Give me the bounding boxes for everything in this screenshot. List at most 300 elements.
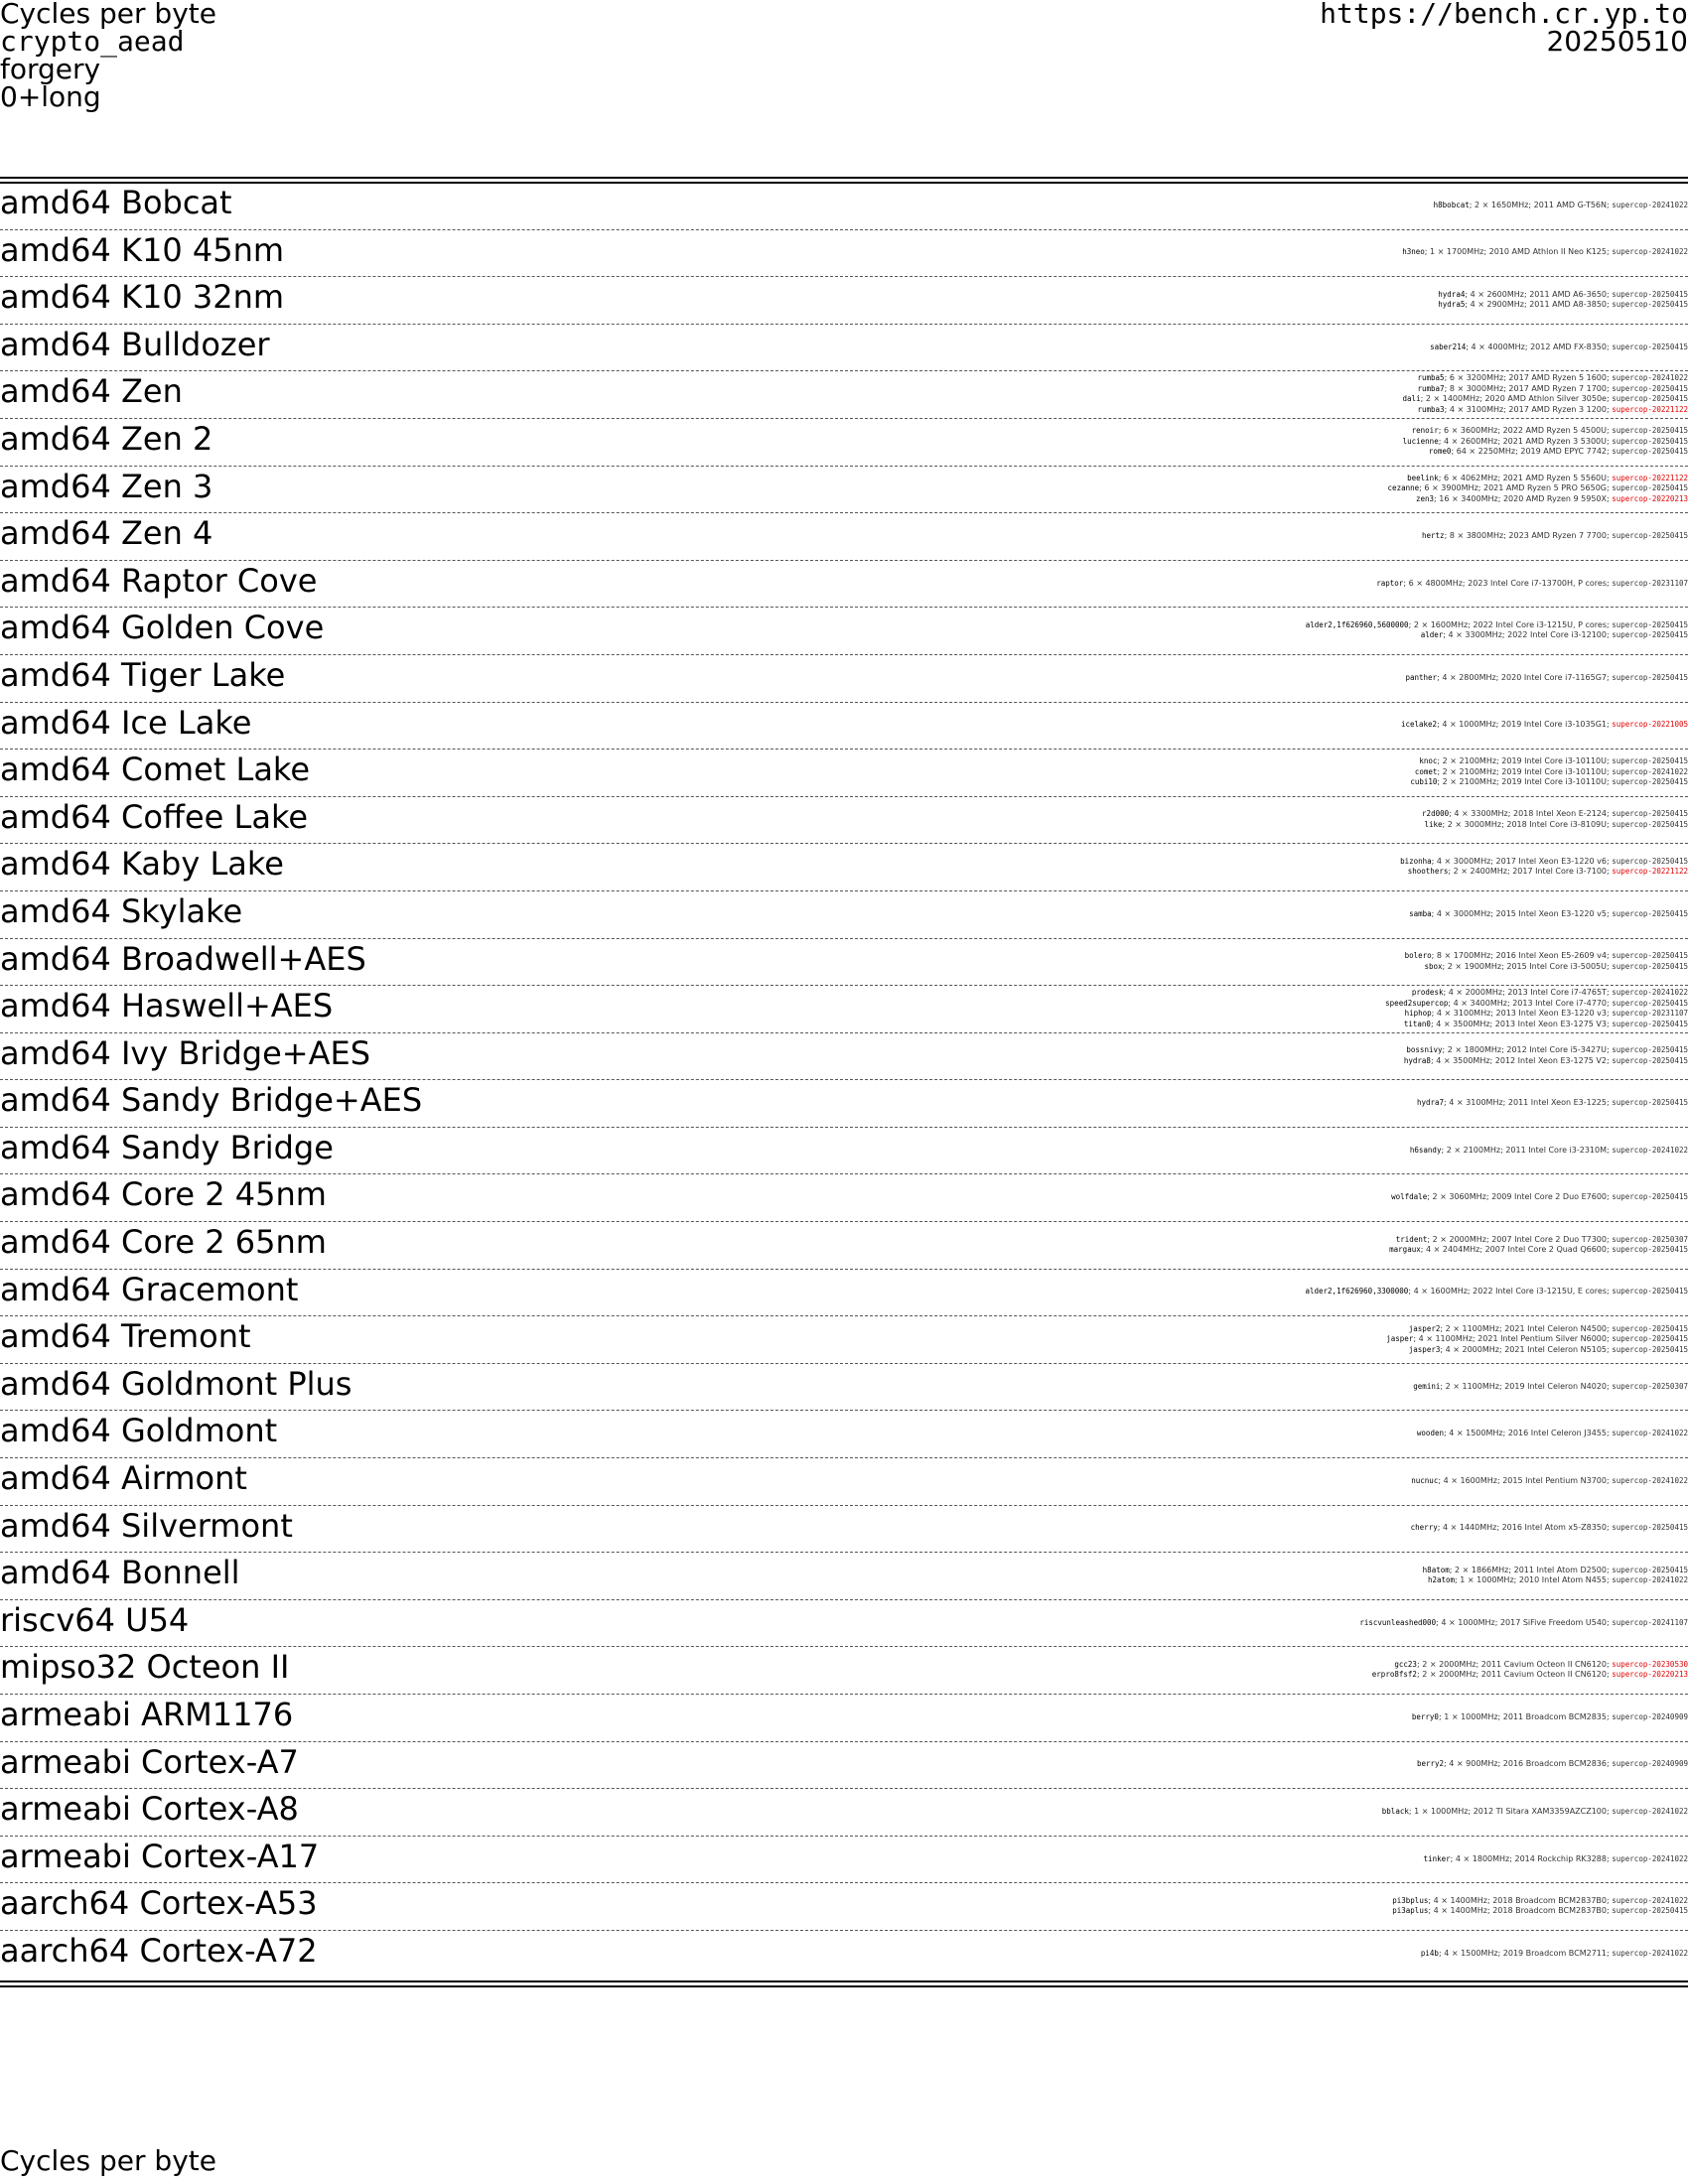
machine-list <box>1388 467 1688 512</box>
chart-title: Cycles per byte <box>0 0 216 30</box>
row-label: amd64 Zen 2 <box>0 419 213 458</box>
supercop-version: supercop-20241022 <box>1612 1853 1688 1863</box>
supercop-version: supercop-20250415 <box>1612 998 1688 1008</box>
machine-name: h6sandy <box>1409 1145 1442 1155</box>
separator: ; <box>1431 856 1437 866</box>
machine-entry <box>1417 1759 1688 1770</box>
supercop-version: supercop-20250415 <box>1612 756 1688 766</box>
chart-operation: forgery <box>0 53 101 85</box>
machine-name: panther <box>1405 672 1438 682</box>
separator: ; <box>1424 247 1431 257</box>
machine-entry <box>1388 483 1688 494</box>
table-row <box>0 183 1688 230</box>
machine-name: nucnuc <box>1411 1475 1439 1485</box>
machine-name: hydra5 <box>1438 300 1466 310</box>
machine-list <box>1417 1742 1688 1788</box>
machine-name: cherry <box>1410 1523 1438 1533</box>
machine-spec: 2 × 1100MHz; 2019 Intel Celeron N4020; <box>1445 1381 1610 1391</box>
separator: ; <box>1442 819 1448 829</box>
table-row <box>0 1695 1688 1742</box>
supercop-version: supercop-20250415 <box>1612 819 1688 829</box>
machine-name: rumba5 <box>1417 373 1445 383</box>
table-row <box>0 1837 1688 1884</box>
supercop-version: supercop-20250415 <box>1612 809 1688 819</box>
supercop-version: supercop-20250415 <box>1612 908 1688 918</box>
table-row <box>0 1033 1688 1081</box>
benchmark-table <box>0 183 1688 1979</box>
supercop-version: supercop-20250415 <box>1612 483 1688 493</box>
separator: ; <box>1449 1565 1456 1574</box>
row-label: amd64 Raptor Cove <box>0 561 318 600</box>
row-label: amd64 Tiger Lake <box>0 655 286 694</box>
machine-list <box>1400 844 1688 889</box>
machine-name: alder2,1f626960,3300000 <box>1305 1287 1409 1297</box>
table-row <box>0 1364 1688 1412</box>
machine-spec: 2 × 2100MHz; 2019 Intel Core i3-10110U; <box>1442 756 1610 766</box>
source-url: https://bench.cr.yp.to <box>1320 0 1688 30</box>
separator: ; <box>1430 1055 1437 1065</box>
machine-entry <box>1409 1324 1688 1335</box>
supercop-version: supercop-20250415 <box>1612 1565 1688 1574</box>
supercop-version: supercop-20250415 <box>1612 436 1688 446</box>
machine-spec: 4 × 1400MHz; 2018 Broadcom BCM2837B0; <box>1433 1895 1610 1905</box>
supercop-version: supercop-20250415 <box>1612 1045 1688 1055</box>
machine-spec: 16 × 3400MHz; 2020 AMD Ryzen 9 5950X; <box>1439 493 1610 503</box>
supercop-version: supercop-20221122 <box>1612 473 1688 482</box>
separator: ; <box>1465 300 1471 310</box>
table-row <box>0 325 1688 372</box>
machine-name: h8bobcat <box>1433 200 1470 209</box>
table-row <box>0 655 1688 703</box>
machine-spec: 6 × 4062MHz; 2021 AMD Ryzen 5 5560U; <box>1443 473 1610 482</box>
machine-name: like <box>1424 819 1443 829</box>
machine-list <box>1410 750 1688 795</box>
separator: ; <box>1438 1948 1445 1958</box>
machine-entry <box>1422 531 1688 542</box>
machine-name: pi3bplus <box>1392 1895 1429 1905</box>
separator: ; <box>1436 1617 1442 1627</box>
machine-name: jasper3 <box>1408 1344 1441 1354</box>
separator: ; <box>1440 1381 1446 1391</box>
supercop-version: supercop-20240909 <box>1612 1759 1688 1769</box>
machine-entry <box>1412 1712 1688 1723</box>
machine-list <box>1405 939 1688 985</box>
machine-spec: 4 × 2600MHz; 2011 AMD A6-3650; <box>1470 289 1610 299</box>
machine-entry <box>1411 1476 1688 1487</box>
row-label: amd64 Coffee Lake <box>0 797 309 836</box>
machine-spec: 4 × 3500MHz; 2012 Intel Xeon E3-1275 V2; <box>1436 1055 1610 1065</box>
machine-spec: 2 × 1600MHz; 2022 Intel Core i3-1215U, P cores; <box>1413 619 1610 629</box>
machine-list <box>1403 419 1688 465</box>
machine-entry <box>1382 1807 1688 1818</box>
row-label: aarch64 Cortex-A72 <box>0 1931 318 1970</box>
machine-entry <box>1372 1670 1688 1681</box>
machine-list <box>1410 1128 1688 1173</box>
report-date: 20250510 <box>1546 25 1688 58</box>
machine-list <box>1376 561 1688 607</box>
machine-spec: 4 × 900MHz; 2016 Broadcom BCM2836; <box>1449 1759 1610 1769</box>
machine-spec: 4 × 2800MHz; 2020 Intel Core i7-1165G7; <box>1442 672 1610 682</box>
supercop-version: supercop-20250415 <box>1612 961 1688 971</box>
machine-name: saber214 <box>1430 341 1467 351</box>
separator: ; <box>1441 1145 1447 1155</box>
supercop-version: supercop-20250415 <box>1612 426 1688 436</box>
machine-list <box>1409 891 1688 937</box>
header-left <box>0 0 216 111</box>
machine-list <box>1392 1883 1688 1929</box>
separator: ; <box>1442 1045 1448 1055</box>
row-label: amd64 Zen 3 <box>0 467 213 505</box>
machine-name: wolfdale <box>1391 1192 1428 1202</box>
row-label: amd64 Bonnell <box>0 1554 240 1592</box>
row-label: amd64 Zen <box>0 372 183 411</box>
machine-spec: 4 × 3100MHz; 2017 AMD Ryzen 3 1200; <box>1449 404 1610 414</box>
supercop-version: supercop-20250415 <box>1612 630 1688 640</box>
row-label: amd64 Ivy Bridge+AES <box>0 1033 371 1072</box>
machine-name: bizonha <box>1400 856 1432 866</box>
machine-name: hydra7 <box>1416 1098 1445 1108</box>
machine-spec: 4 × 1600MHz; 2022 Intel Core i3-1215U, E cores; <box>1413 1287 1610 1297</box>
row-label: armeabi Cortex-A7 <box>0 1742 299 1781</box>
machine-entry <box>1412 426 1688 437</box>
machine-entry <box>1429 447 1688 458</box>
machine-spec: 4 × 3300MHz; 2018 Intel Xeon E-2124; <box>1454 809 1610 819</box>
machine-entry <box>1415 767 1688 778</box>
machine-name: trident <box>1395 1234 1428 1244</box>
machine-entry <box>1376 579 1688 590</box>
machine-entry <box>1424 1854 1688 1865</box>
separator: ; <box>1408 1287 1414 1297</box>
machine-name: bolero <box>1404 951 1432 960</box>
machine-entry <box>1421 630 1688 641</box>
table-row <box>0 1789 1688 1837</box>
separator: ; <box>1443 988 1449 998</box>
machine-spec: 4 × 2600MHz; 2021 AMD Ryzen 3 5300U; <box>1443 436 1610 446</box>
machine-name: alder2,1f626960,5600000 <box>1305 619 1409 629</box>
separator: ; <box>1444 1429 1450 1438</box>
machine-spec: 2 × 1900MHz; 2015 Intel Core i3-5005U; <box>1447 961 1610 971</box>
machine-spec: 4 × 1000MHz; 2019 Intel Core i3-1035G1; <box>1442 720 1610 730</box>
machine-spec: 8 × 3800MHz; 2023 AMD Ryzen 7 7700; <box>1449 530 1610 540</box>
machine-spec: 4 × 3400MHz; 2013 Intel Core i7-4770; <box>1453 998 1610 1008</box>
table-row <box>0 1458 1688 1506</box>
table-row <box>0 1883 1688 1931</box>
machine-list <box>1413 1364 1688 1410</box>
supercop-version: supercop-20250415 <box>1612 1192 1688 1202</box>
machine-spec: 1 × 1000MHz; 2010 Intel Atom N455; <box>1460 1575 1610 1585</box>
separator: ; <box>1437 720 1443 730</box>
supercop-version: supercop-20250415 <box>1612 530 1688 540</box>
separator: ; <box>1431 951 1437 960</box>
machine-entry <box>1306 620 1688 631</box>
supercop-version: supercop-20250415 <box>1612 300 1688 310</box>
separator: ; <box>1444 1098 1450 1108</box>
separator: ; <box>1408 1806 1415 1816</box>
machine-entry <box>1416 494 1688 505</box>
machine-name: knoc <box>1419 756 1438 766</box>
supercop-version: supercop-20241022 <box>1612 988 1688 998</box>
machine-list <box>1403 371 1688 417</box>
machine-entry <box>1405 1009 1688 1020</box>
table-row <box>0 1742 1688 1790</box>
table-row <box>0 419 1688 467</box>
row-label: armeabi Cortex-A17 <box>0 1837 320 1875</box>
table-row <box>0 371 1688 419</box>
separator: ; <box>1444 383 1450 393</box>
row-label: amd64 Tremont <box>0 1317 251 1356</box>
row-label: amd64 Comet Lake <box>0 751 310 789</box>
machine-entry <box>1424 820 1688 831</box>
machine-name: h8atom <box>1422 1565 1450 1574</box>
machine-spec: 8 × 1700MHz; 2016 Intel Xeon E5-2609 v4; <box>1436 951 1610 960</box>
table-row <box>0 703 1688 751</box>
separator: ; <box>1443 630 1449 640</box>
row-label: amd64 Golden Cove <box>0 609 325 647</box>
machine-entry <box>1404 1056 1688 1067</box>
row-label: aarch64 Cortex-A53 <box>0 1884 318 1923</box>
machine-list <box>1422 513 1688 559</box>
machine-spec: 4 × 4000MHz; 2012 AMD FX-8350; <box>1471 341 1610 351</box>
machine-spec: 2 × 3060MHz; 2009 Intel Core 2 Duo E7600; <box>1432 1192 1610 1202</box>
supercop-version: supercop-20250415 <box>1612 447 1688 457</box>
supercop-version: supercop-20250415 <box>1612 1906 1688 1916</box>
machine-entry <box>1417 1429 1688 1439</box>
machine-entry <box>1421 1949 1688 1960</box>
machine-entry <box>1411 1523 1688 1534</box>
machine-name: speed2supercop <box>1385 998 1449 1008</box>
table-row <box>0 1600 1688 1648</box>
separator: ; <box>1403 578 1409 588</box>
machine-entry <box>1408 867 1688 878</box>
machine-entry <box>1419 756 1688 767</box>
separator: ; <box>1437 1523 1443 1533</box>
machine-spec: 6 × 4800MHz; 2023 Intel Core i7-13700H, P cores; <box>1408 578 1610 588</box>
supercop-version: supercop-20250415 <box>1612 1344 1688 1354</box>
machine-name: pi3aplus <box>1392 1906 1429 1916</box>
machine-list <box>1434 183 1688 228</box>
machine-name: zen3 <box>1415 493 1435 503</box>
machine-spec: 2 × 1866MHz; 2011 Intel Atom D2500; <box>1455 1565 1610 1574</box>
separator: ; <box>1416 1659 1423 1669</box>
separator: ; <box>1408 619 1414 629</box>
row-label: amd64 Bobcat <box>0 184 232 221</box>
supercop-version: supercop-20250415 <box>1612 1098 1688 1108</box>
supercop-version: supercop-20241022 <box>1612 1895 1688 1905</box>
separator: ; <box>1444 404 1450 414</box>
machine-entry <box>1305 1287 1688 1297</box>
row-label: amd64 Bulldozer <box>0 325 270 363</box>
separator: ; <box>1420 1245 1426 1255</box>
separator: ; <box>1449 809 1455 819</box>
supercop-version: supercop-20250415 <box>1612 777 1688 787</box>
machine-entry <box>1401 720 1688 731</box>
machine-list <box>1421 1931 1688 1977</box>
machine-list <box>1401 703 1688 749</box>
machine-spec: 4 × 1500MHz; 2016 Intel Celeron J3455; <box>1449 1429 1610 1438</box>
machine-list <box>1306 608 1688 653</box>
separator: ; <box>1444 1759 1450 1769</box>
table-row <box>0 1128 1688 1175</box>
table-row <box>0 1316 1688 1364</box>
machine-name: renoir <box>1411 426 1439 436</box>
machine-entry <box>1417 1098 1688 1109</box>
machine-list <box>1359 1600 1688 1646</box>
row-label: amd64 Sandy Bridge <box>0 1128 334 1166</box>
row-label: amd64 Silvermont <box>0 1506 293 1545</box>
machine-name: gemini <box>1413 1381 1441 1391</box>
supercop-version: supercop-20250415 <box>1612 1523 1688 1533</box>
supercop-version: supercop-20250415 <box>1612 856 1688 866</box>
table-row <box>0 844 1688 891</box>
machine-entry <box>1400 857 1688 868</box>
machine-spec: 4 × 3300MHz; 2022 Intel Core i3-12100; <box>1448 630 1610 640</box>
machine-list <box>1411 1506 1688 1552</box>
separator: ; <box>1444 530 1450 540</box>
machine-spec: 4 × 2404MHz; 2007 Intel Core 2 Quad Q6600; <box>1426 1245 1610 1255</box>
machine-entry <box>1424 962 1688 973</box>
machine-list <box>1372 1647 1688 1693</box>
machine-name: hertz <box>1422 530 1445 540</box>
supercop-version: supercop-20241022 <box>1612 1475 1688 1485</box>
row-label: amd64 Gracemont <box>0 1270 299 1308</box>
supercop-version: supercop-20221122 <box>1612 867 1688 877</box>
separator: ; <box>1437 756 1443 766</box>
supercop-version: supercop-20220213 <box>1612 493 1688 503</box>
table-row <box>0 1553 1688 1600</box>
separator: ; <box>1450 1853 1456 1863</box>
supercop-version: supercop-20241022 <box>1612 1948 1688 1958</box>
machine-entry <box>1417 373 1688 384</box>
machine-entry <box>1394 1660 1688 1671</box>
machine-spec: 2 × 3000MHz; 2018 Intel Core i3-8109U; <box>1447 819 1610 829</box>
machine-spec: 4 × 3000MHz; 2015 Intel Xeon E3-1220 v5; <box>1436 908 1610 918</box>
machine-entry <box>1359 1618 1688 1629</box>
supercop-version: supercop-20241022 <box>1612 766 1688 776</box>
machine-name: prodesk <box>1411 988 1444 998</box>
machine-name: titan0 <box>1403 1019 1431 1028</box>
machine-list <box>1430 325 1688 370</box>
machine-spec: 4 × 2000MHz; 2013 Intel Core i7-4765T; <box>1448 988 1610 998</box>
machine-name: rome0 <box>1428 447 1452 457</box>
machine-entry <box>1405 673 1688 684</box>
separator: ; <box>1437 766 1443 776</box>
separator: ; <box>1444 373 1450 383</box>
supercop-version: supercop-20250415 <box>1612 1323 1688 1333</box>
supercop-version: supercop-20250415 <box>1612 383 1688 393</box>
supercop-version: supercop-20221005 <box>1612 720 1688 730</box>
machine-spec: 2 × 2000MHz; 2011 Cavium Octeon II CN6120; <box>1422 1670 1610 1680</box>
machine-entry <box>1405 951 1688 962</box>
machine-entry <box>1404 1020 1688 1030</box>
separator: ; <box>1413 1334 1419 1343</box>
supercop-version: supercop-20230530 <box>1612 1659 1688 1669</box>
separator: ; <box>1451 447 1457 457</box>
separator: ; <box>1428 1895 1434 1905</box>
supercop-version: supercop-20231107 <box>1612 1009 1688 1019</box>
table-row <box>0 939 1688 987</box>
separator: ; <box>1455 1575 1461 1585</box>
machine-list <box>1405 655 1688 701</box>
machine-entry <box>1438 290 1688 301</box>
machine-entry <box>1392 1896 1688 1907</box>
separator: ; <box>1440 1344 1446 1354</box>
machine-list <box>1424 1837 1688 1882</box>
machine-entry <box>1434 201 1688 211</box>
machine-name: riscvunleashed000 <box>1359 1617 1437 1627</box>
supercop-version: supercop-20241022 <box>1612 200 1688 209</box>
row-label: amd64 Broadwell+AES <box>0 939 366 978</box>
separator: ; <box>1442 961 1448 971</box>
row-label: amd64 Kaby Lake <box>0 845 284 884</box>
machine-name: margaux <box>1389 1245 1421 1255</box>
machine-name: berry2 <box>1416 1759 1445 1769</box>
machine-entry <box>1410 777 1688 788</box>
machine-entry <box>1438 300 1688 311</box>
machine-list <box>1404 1033 1688 1079</box>
machine-name: hydra8 <box>1403 1055 1431 1065</box>
table-row <box>0 1270 1688 1317</box>
machine-entry <box>1391 1192 1688 1203</box>
machine-spec: 1 × 1700MHz; 2010 AMD Athlon II Neo K125; <box>1430 247 1610 257</box>
table-row <box>0 561 1688 609</box>
supercop-version: supercop-20241022 <box>1612 1145 1688 1155</box>
separator: ; <box>1428 1906 1434 1916</box>
row-label: amd64 Ice Lake <box>0 703 252 742</box>
row-label: mipso32 Octeon II <box>0 1648 290 1687</box>
supercop-version: supercop-20250415 <box>1612 1334 1688 1343</box>
supercop-version: supercop-20241022 <box>1612 1575 1688 1585</box>
machine-entry <box>1409 1345 1688 1356</box>
machine-entry <box>1412 988 1688 999</box>
supercop-version: supercop-20220213 <box>1612 1670 1688 1680</box>
machine-name: bossnivy <box>1406 1045 1443 1055</box>
machine-name: shoothers <box>1407 867 1449 877</box>
machine-entry <box>1406 1045 1688 1056</box>
machine-entry <box>1417 384 1688 395</box>
machine-name: samba <box>1409 908 1432 918</box>
table-row <box>0 891 1688 939</box>
separator: ; <box>1448 867 1454 877</box>
machine-list <box>1423 1553 1688 1598</box>
machine-list <box>1386 1316 1688 1362</box>
machine-name: h2atom <box>1427 1575 1456 1585</box>
table-row <box>0 1506 1688 1554</box>
row-label: amd64 K10 45nm <box>0 230 285 269</box>
row-label: amd64 Skylake <box>0 891 243 930</box>
supercop-version: supercop-20241022 <box>1612 247 1688 257</box>
machine-list <box>1385 986 1688 1031</box>
machine-spec: 2 × 2400MHz; 2017 Intel Core i3-7100; <box>1453 867 1610 877</box>
machine-spec: 4 × 3500MHz; 2013 Intel Xeon E3-1275 V3; <box>1436 1019 1610 1028</box>
machine-spec: 2 × 1400MHz; 2020 AMD Athlon Silver 3050e; <box>1425 394 1610 404</box>
row-label: amd64 Goldmont Plus <box>0 1364 352 1403</box>
separator: ; <box>1420 394 1426 404</box>
supercop-version: supercop-20250415 <box>1612 672 1688 682</box>
machine-spec: 2 × 2000MHz; 2011 Cavium Octeon II CN6120; <box>1422 1659 1610 1669</box>
machine-spec: 2 × 2100MHz; 2019 Intel Core i3-10110U; <box>1442 766 1610 776</box>
table-row <box>0 230 1688 278</box>
supercop-version: supercop-20250415 <box>1612 1055 1688 1065</box>
machine-entry <box>1410 1146 1688 1157</box>
row-label: amd64 Airmont <box>0 1459 247 1498</box>
separator: ; <box>1430 1019 1437 1028</box>
separator: ; <box>1431 1009 1437 1019</box>
machine-name: hiphop <box>1404 1009 1432 1019</box>
table-row <box>0 1411 1688 1458</box>
row-label: riscv64 U54 <box>0 1600 190 1639</box>
supercop-version: supercop-20250415 <box>1612 289 1688 299</box>
machine-spec: 4 × 2900MHz; 2011 AMD A8-3850; <box>1470 300 1610 310</box>
